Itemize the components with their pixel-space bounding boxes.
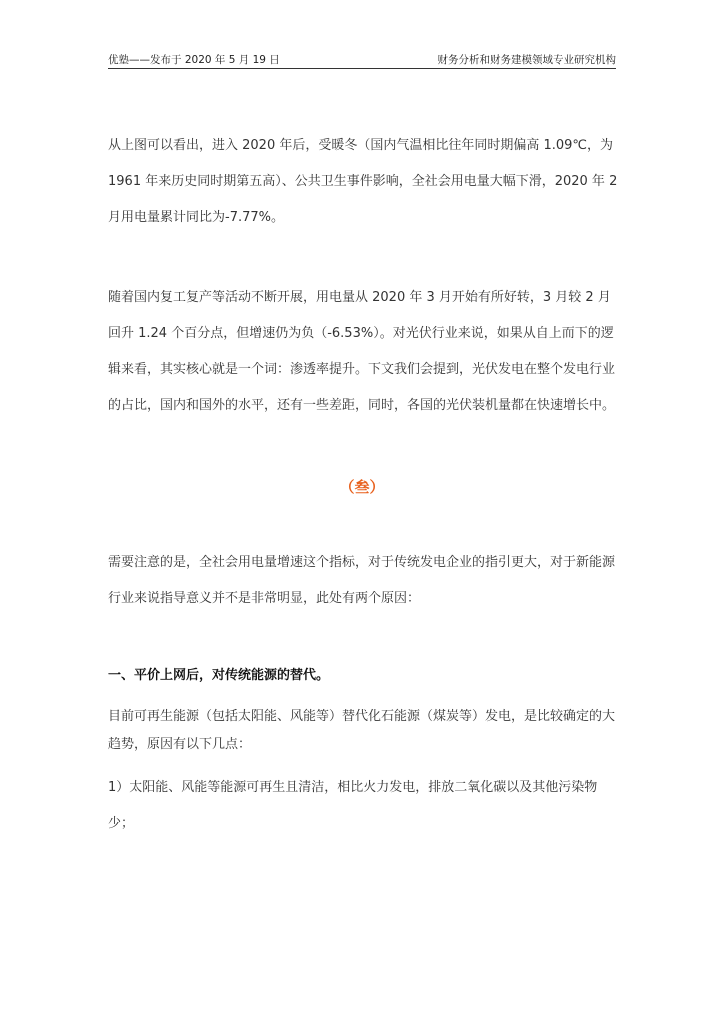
header-publish-date: 优塾——发布于 2020 年 5 月 19 日: [108, 54, 280, 66]
paragraph-electricity-decline: 从上图可以看出，进入 2020 年后，受暖冬（国内气温相比往年同时期偏高 1.09℃，为 1961 年来历史同时期第五高）、公共卫生事件影响，全社会用电量大幅下滑，2020 年 2 月用电量累计同比为-7.77%。: [108, 138, 618, 225]
paragraph-renewable-trend: 目前可再生能源（包括太阳能、风能等）替代化石能源（煤炭等）发电，是比较确定的大趋势，原因有以下几点：: [108, 709, 616, 752]
page-header: [108, 52, 616, 69]
section-heading-three: （叁）: [339, 478, 385, 496]
header-organization: 财务分析和财务建模领域专业研究机构: [437, 54, 616, 66]
paragraph-reason-one: 1）太阳能、风能等能源可再生且清洁，相比火力发电，排放二氧化碳以及其他污染物少；: [108, 780, 598, 831]
paragraph-two-reasons: 需要注意的是，全社会用电量增速这个指标，对于传统发电企业的指引更大，对于新能源行业来说指导意义并不是非常明显，此处有两个原因：: [108, 555, 616, 606]
paragraph-recovery-penetration: 随着国内复工复产等活动不断开展，用电量从 2020 年 3 月开始有所好转，3 月较 2 月回升 1.24 个百分点，但增速仍为负（-6.53%）。对光伏行业来说，如果从自上而下的逻辑来看，其实核心就是一个词：渗透率提升。下文我们会提到，光伏发电在整个发电行业的占比，国内和国外的水平，还有一些差距，同时，各国的光伏装机量都在快速增长中。: [108, 290, 616, 413]
subheading-grid-parity: 一、平价上网后，对传统能源的替代。: [108, 668, 330, 683]
